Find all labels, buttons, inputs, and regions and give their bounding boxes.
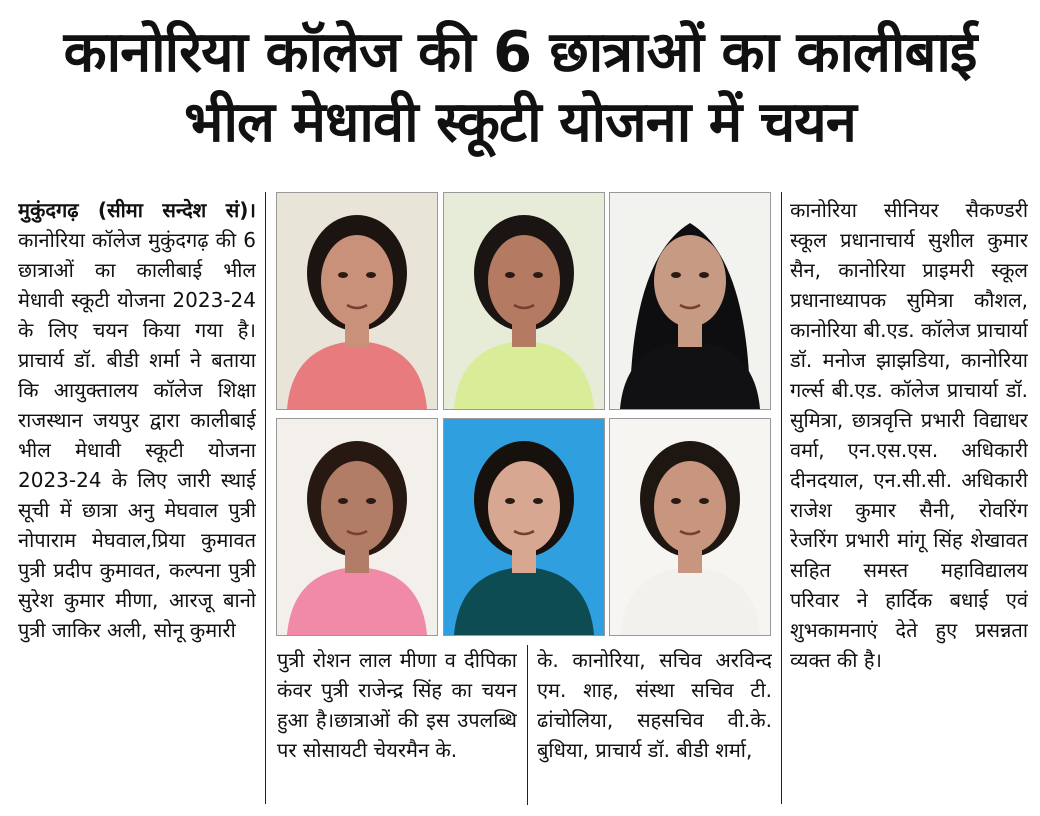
left-eye (338, 272, 348, 278)
article-text-middle-2: के. कानोरिया, सचिव अरविन्द एम. शाह, संस्था सचिव टी. ढांचोलिया, सहसचिव वी.के. बुधिया, प्राचार्य डॉ. बीडी शर्मा, (537, 648, 772, 762)
portrait-illustration (610, 193, 770, 409)
left-eye (505, 272, 515, 278)
right-eye (533, 272, 543, 278)
article-text-left: कानोरिया कॉलेज मुकुंदगढ़ की 6 छात्राओं का कालीबाई भील मेधावी स्कूटी योजना 2023-24 के लिए चयन किया गया है।प्राचार्य डॉ. बीडी शर्मा ने बताया कि आयुक्तालय कॉलेज शिक्षा राजस्थान जयपुर द्वारा कालीबाई भील मेधावी स्कूटी योजना 2023-24 के लिए जारी स्थाई सूची में छात्रा अनु मेघवाल पुत्री नोपाराम मेघवाल,प्रिया कुमावत पुत्री प्रदीप कुमावत, कल्पना पुत्री सुरेश कुमार मीणा, आरजू बानो पुत्री जाकिर अली, सोनू कुमारी (18, 228, 256, 642)
portrait-illustration (610, 419, 770, 635)
article-text-middle-1: पुत्री रोशन लाल मीणा व दीपिका कंवर पुत्री राजेन्द्र सिंह का चयन हुआ है।छात्राओं की इस उपलब्धि पर सोसायटी चेयरमैन के. (277, 648, 517, 762)
right-eye (699, 272, 709, 278)
portrait-illustration (444, 419, 604, 635)
article-column-middle-1 (277, 645, 517, 805)
student-photo (443, 192, 605, 410)
article-text-right: कानोरिया सीनियर सैकण्डरी स्कूल प्रधानाचार्य सुशील कुमार सैन, कानोरिया प्राइमरी स्कूल प्रधानाध्यापक सुमित्रा कौशल, कानोरिया बी.एड. कॉलेज प्राचार्या डॉ. मनोज झाझडिया, कानोरिया गर्ल्स बी.एड. कॉलेज प्राचार्या डॉ. सुमित्रा, छात्रवृत्ति प्रभारी विद्याधर वर्मा, एन.एस.एस. अधिकारी दीनदयाल, एन.सी.सी. अधिकारी राजेश कुमार सैनी, रोवरिंग रेजरिंग प्रभारी मांगू सिंह शेखावत सहित समस्त महाविद्यालय परिवार ने हार्दिक बधाई एवं शुभकामनाएं देते हुए प्रसन्नता व्यक्त की है। (790, 198, 1028, 672)
headline (0, 18, 1040, 158)
byline: मुकुंदगढ़ (सीमा सन्देश सं)। (18, 198, 256, 222)
column-rule-right (781, 192, 782, 804)
right-eye (366, 498, 376, 504)
headline-line-2: भील मेधावी स्कूटी योजना में चयन (184, 90, 856, 155)
headline-line-1: कानोरिया कॉलेज की 6 छात्राओं का कालीबाई (63, 20, 977, 85)
article-column-middle-2 (537, 645, 772, 805)
article-column-left (18, 195, 256, 807)
left-eye (671, 272, 681, 278)
portrait-illustration (444, 193, 604, 409)
left-eye (338, 498, 348, 504)
student-photo (276, 418, 438, 636)
student-photo (276, 192, 438, 410)
right-eye (366, 272, 376, 278)
student-photo (609, 192, 771, 410)
portrait-illustration (277, 419, 437, 635)
student-photo (443, 418, 605, 636)
face (488, 235, 560, 327)
left-eye (505, 498, 515, 504)
face (321, 235, 393, 327)
column-rule-left (265, 192, 266, 804)
face (654, 235, 726, 327)
face (321, 461, 393, 553)
left-eye (671, 498, 681, 504)
face (488, 461, 560, 553)
student-photo (609, 418, 771, 636)
right-eye (533, 498, 543, 504)
portrait-illustration (277, 193, 437, 409)
article-column-right (790, 195, 1028, 807)
face (654, 461, 726, 553)
right-eye (699, 498, 709, 504)
column-rule-middle (527, 645, 528, 805)
